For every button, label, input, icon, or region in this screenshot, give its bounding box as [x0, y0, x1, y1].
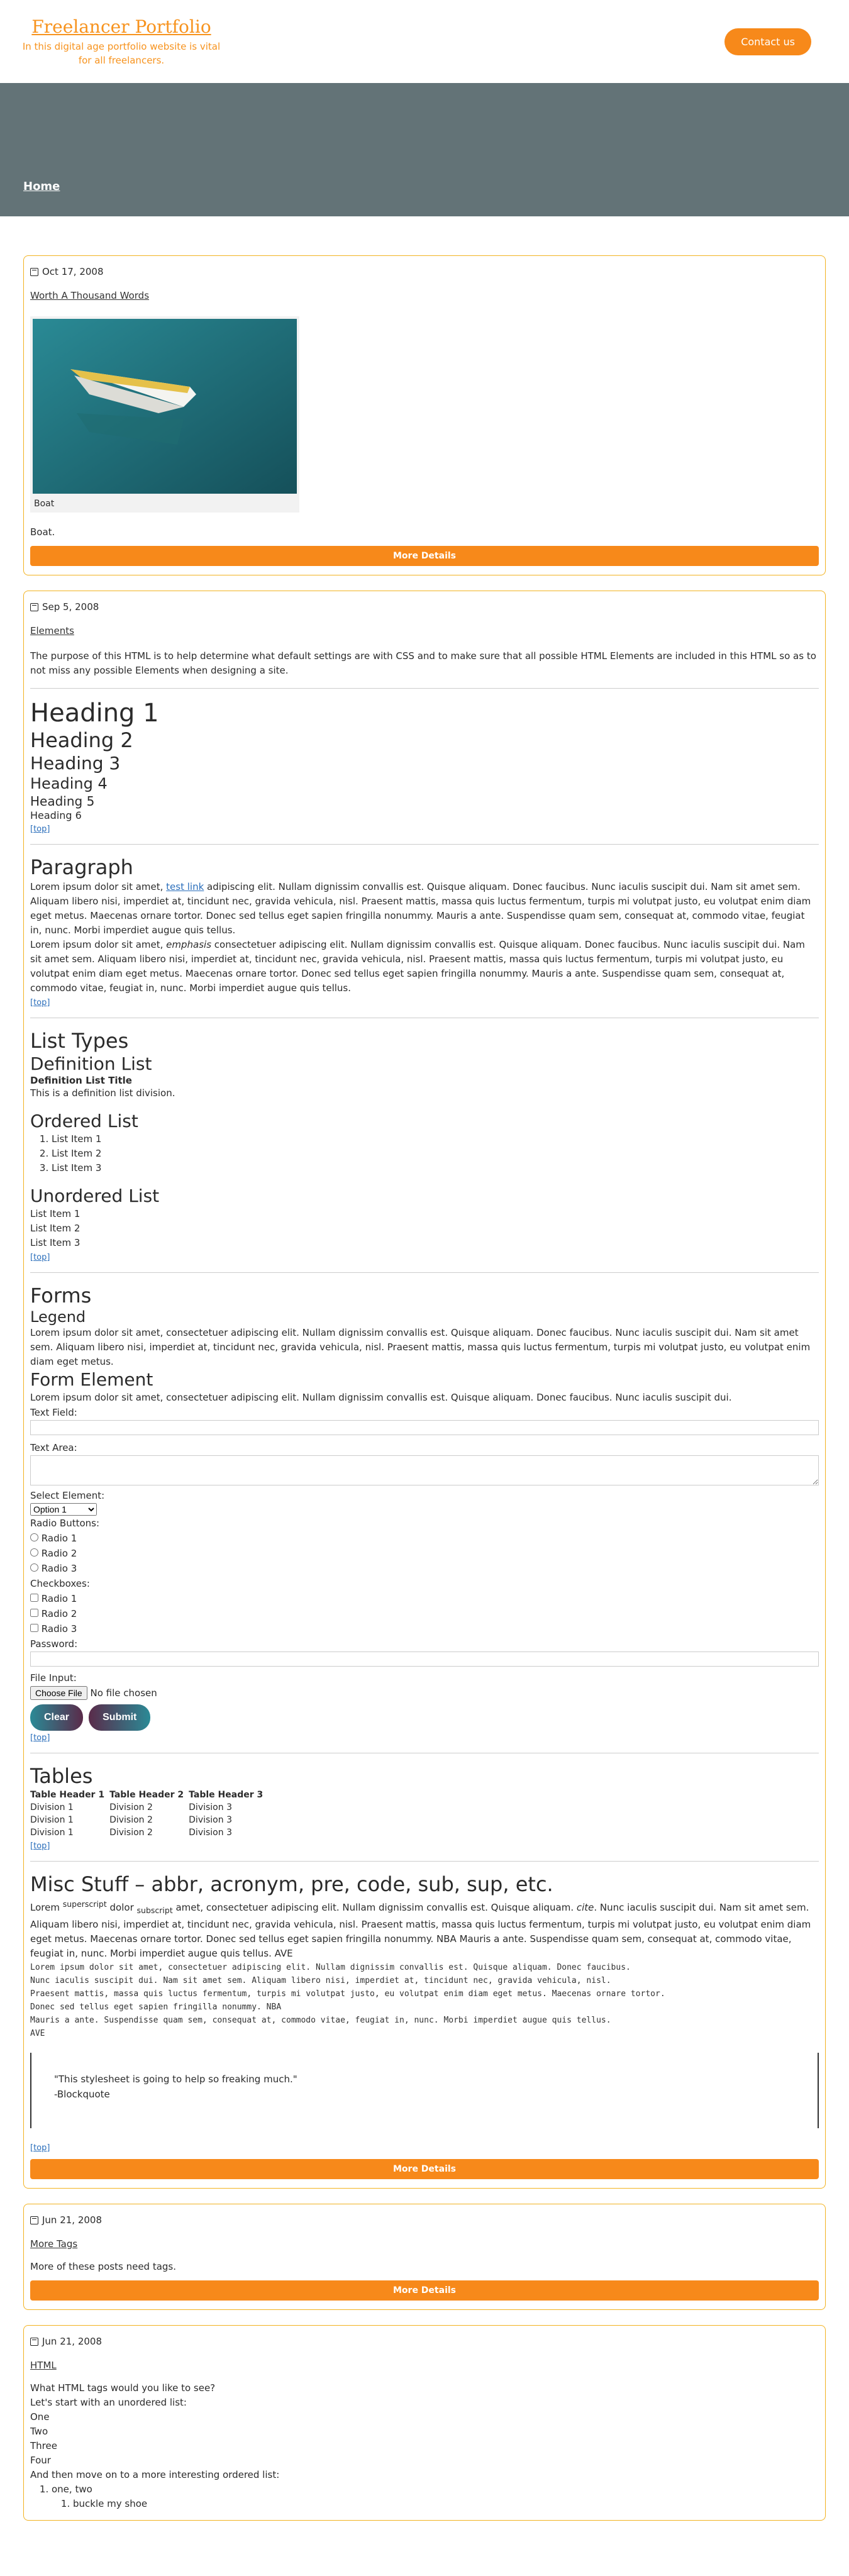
section-heading: Paragraph: [30, 855, 133, 879]
post-text: Boat.: [30, 526, 55, 538]
more-details-button[interactable]: More Details: [30, 2280, 819, 2301]
heading-4: Heading 4: [30, 775, 108, 792]
radio-label: Radio Buttons:: [30, 1518, 100, 1529]
top-link[interactable]: [top]: [30, 1253, 50, 1262]
post-date: Jun 21, 2008: [30, 2336, 819, 2347]
boat-image: [33, 319, 297, 494]
post-date: Jun 21, 2008: [30, 2214, 819, 2226]
sub-heading: Unordered List: [30, 1185, 160, 1206]
image-caption: Boat: [34, 499, 55, 509]
site-header: [0, 0, 849, 83]
sub-heading: Definition List: [30, 1053, 152, 1074]
post-date: Sep 5, 2008: [30, 601, 819, 613]
contact-button[interactable]: Contact us: [724, 28, 811, 55]
clear-button[interactable]: Clear: [30, 1704, 83, 1731]
ordered-list: [30, 1132, 819, 1175]
text-field-label: Text Field:: [30, 1407, 77, 1418]
ordered-list: [30, 2482, 819, 2511]
post-date: Oct 17, 2008: [30, 266, 819, 277]
post-card: [23, 255, 826, 575]
paragraph: Lorem ipsum dolor sit amet, test link adipiscing elit. Nullam dignissim convallis est. Quisque aliquam. Donec faucibus. Nunc iaculis suscipit dui. Nam sit amet sem. Aliquam libero nisi, imperdiet at, tincidunt nec, gravida vehicula, nisl. Praesent mattis, massa quis luctus fermentum, turpis mi volutpat justo, eu volutpat enim diam eget metus. Maecenas ornare tortor. Donec sed tellus eget sapien fringilla nonummy. Mauris a ante. Suspendisse quam sem, consequat at, commodo vitae, feugiat in, nunc. Morbi imperdiet augue quis tellus.: [30, 881, 811, 936]
list-item: List Item 1: [30, 1208, 80, 1219]
select-element[interactable]: [30, 1503, 97, 1516]
post-text: And then move on to a more interesting ordered list:: [30, 2469, 280, 2480]
paragraph: Lorem ipsum dolor sit amet, emphasis consectetuer adipiscing elit. Nullam dignissim convallis est. Quisque aliquam. Donec faucibus. Nunc iaculis suscipit dui. Nam sit amet sem. Aliquam libero nisi, imperdiet at, tincidunt nec, gravida vehicula, nisl. Praesent mattis, massa quis luctus fermentum, turpis mi volutpat justo, eu volutpat enim diam eget metus. Maecenas ornare tortor. Donec sed tellus eget sapien fringilla nonummy. Mauris a ante. Suspendisse quam sem, consequat at, commodo vitae, feugiat in, nunc. Morbi imperdiet augue quis tellus.: [30, 939, 805, 994]
list-item: Two: [30, 2426, 48, 2437]
list-item: 3. List Item 3: [52, 1161, 819, 1175]
section-heading: Forms: [30, 1284, 92, 1307]
blockquote: "This stylesheet is going to help so freaking much." -Blockquote: [30, 2053, 819, 2128]
select-label: Select Element:: [30, 1490, 105, 1501]
checkbox[interactable]: [30, 1609, 38, 1617]
section-heading: Misc Stuff – abbr, acronym, pre, code, sub, sup, etc.: [30, 1872, 553, 1896]
top-link[interactable]: [top]: [30, 1733, 50, 1743]
unordered-list: [30, 2410, 819, 2468]
radio-button[interactable]: [30, 1533, 38, 1541]
sub-heading: Form Element: [30, 1369, 153, 1390]
section-heading: Tables: [30, 1764, 93, 1788]
brand: [18, 16, 225, 67]
text-field[interactable]: [30, 1420, 819, 1435]
site-title-link[interactable]: Freelancer Portfolio: [31, 16, 211, 37]
more-details-button[interactable]: More Details: [30, 2159, 819, 2179]
list-item: 2. List Item 2: [52, 1146, 819, 1161]
legend-text: Lorem ipsum dolor sit amet, consectetuer adipiscing elit. Nullam dignissim convallis est. Quisque aliquam. Donec faucibus. Nunc iaculis suscipit dui. Nam sit amet sem. Aliquam libero nisi, imperdiet at, tincidunt nec, gravida vehicula, nisl. Praesent mattis, massa quis luctus fermentum, turpis mi volutpat justo, eu volutpat enim diam eget metus.: [30, 1327, 811, 1367]
list-item: One: [30, 2411, 50, 2423]
checkbox-label: Checkboxes:: [30, 1578, 90, 1589]
heading-6: Heading 6: [30, 809, 82, 821]
heading-2: Heading 2: [30, 728, 133, 752]
post-title-link[interactable]: Elements: [30, 625, 74, 636]
more-details-button[interactable]: More Details: [30, 546, 819, 566]
post-card: Sep 5, 2008 Elements The purpose of this HTML is to help determine what default settings are with CSS and to make sure that all possible HTML Elements are included in this HTML so as to not miss any possible Elements when designing a site. Heading 1 Heading 2 Heading 3 Heading 4 Heading 5 Heading 6 [top] Paragraph Lorem ipsum dolor sit amet, test link adipiscing elit. Nullam dignissim convallis est. Quisque aliquam. Donec faucibus. Nunc iaculis suscipit dui. Nam sit amet sem. Aliquam libero nisi, imperdiet at, tincidunt nec, gravida vehicula, nisl. Praesent mattis, massa quis luctus fermentum, turpis mi volutpat justo, eu volutpat enim diam eget metus. Maecenas ornare tortor. Donec sed tellus eget sapien fringilla nonummy. Mauris a ante. Suspendisse quam sem, consequat at, commodo vitae, feugiat in, nunc. Morbi imperdiet augue quis tellus. Lorem ipsum dolor sit amet, emphasis consectetuer adipiscing elit. Nullam dignissim convallis est. Quisque aliquam. Donec faucibus. Nunc iaculis suscipit dui. Nam sit amet sem. Aliquam libero nisi, imperdiet at, tincidunt nec, gravida vehicula, nisl. Praesent mattis, massa quis luctus fermentum, turpis mi volutpat justo, eu volutpat enim diam eget metus. Maecenas ornare tortor. Donec sed tellus eget sapien fringilla nonummy. Mauris a ante. Suspendisse quam sem, consequat at, commodo vitae, feugiat in, nunc. Morbi imperdiet augue quis tellus. [top] List Types Definition List Definition List Title This is a definition list division. Ordered List 1. List Item 1 2. List Item 2 3. List Item 3 Unordered List List Item 1 List Item 2 List Item 3 [top] Forms Legend Lorem ipsum dolor sit amet, consectetuer adipiscing elit. Nullam dignissim convallis est. Quisque aliquam. Donec faucibus. Nunc iaculis suscipit dui. Nam sit amet sem. Aliquam libero nisi, imperdiet at, tincidunt nec, gravida vehicula, nisl. Praesent mattis, massa quis luctus fermentum, turpis mi volutpat justo, eu volutpat enim diam eget metus. Form Element Lorem ipsum dolor sit amet, consectetuer adipiscing elit. Nullam dignissim convallis est. Quisque aliquam. Donec faucibus. Nunc iaculis suscipit dui. Text Field: Text Area: Select Element: Option 1 Radio Buttons: Radio 1 Radio 2 Radio 3 Checkboxes: Radio 1 Radio 2 Radio 3 Password: File Input: Choose File No file chosen Clear Submit [top] Tables Table Header 1 Table Header 2 Table Header 3 Division 1 Division 2 Division 3 Division 1 Division 2 Division 3 Division 1 Division 2 Division 3 [top] Misc Stuff – abbr, acronym, pre, code, sub, sup, etc. Lorem $^{superscript}$ dolor $_{subscript}$ amet, consectetuer adipiscing elit. Nullam dignissim convallis est. Quisque aliquam. cite. Nunc iaculis suscipit dui. Nam sit amet sem. Aliquam libero nisi, imperdiet at, tincidunt nec, gravida vehicula, nisl. Praesent mattis, massa quis luctus fermentum, turpis mi volutpat justo, eu volutpat enim diam eget metus. Maecenas ornare tortor. Donec sed tellus eget sapien fringilla nonummy. NBA Mauris a ante. Suspendisse quam sem, consequat at, commodo vitae, feugiat in, nunc. Morbi imperdiet augue quis tellus. AVE Lorem ipsum dolor sit amet, consectetuer adipiscing elit. Nullam dignissim convallis est. Quisque aliquam. Donec faucibus. Nunc iaculis suscipit dui. Nam sit amet sem. Aliquam libero nisi, imperdiet at, tincidunt nec, gravida vehicula, nisl. Praesent mattis, massa quis luctus fermentum, turpis mi volutpat justo, eu volutpat enim diam eget metus. Maecenas ornare tortor. Donec sed tellus eget sapien fringilla nonummy. NBA Mauris a ante. Suspendisse quam sem, consequat at, commodo vitae, feugiat in, nunc. Morbi imperdiet augue quis tellus. AVE "This stylesheet is going to help so freaking much." -Blockquote [top] More Details: [23, 591, 826, 2189]
top-link[interactable]: [top]: [30, 998, 50, 1008]
radio-button[interactable]: [30, 1548, 38, 1557]
heading-1: Heading 1: [30, 699, 159, 728]
password-field[interactable]: [30, 1652, 819, 1667]
list-item: 1. List Item 1: [52, 1132, 819, 1146]
post-text: Let's start with an unordered list:: [30, 2397, 187, 2408]
calendar-icon: [30, 2338, 38, 2346]
choose-file-button[interactable]: Choose File: [30, 1686, 87, 1700]
unordered-list: [30, 1207, 819, 1250]
post-card: [23, 2204, 826, 2310]
definition-title: Definition List Title: [30, 1075, 132, 1086]
misc-paragraph: Lorem $^{superscript}$ dolor $_{subscript}$ amet, consectetuer adipiscing elit. Nullam dignissim convallis est. Quisque aliquam. cite. Nunc iaculis suscipit dui. Nam sit amet sem. Aliquam libero nisi, imperdiet at, tincidunt nec, gravida vehicula, nisl. Praesent mattis, massa quis luctus fermentum, turpis mi volutpat justo, eu volutpat enim diam eget metus. Maecenas ornare tortor. Donec sed tellus eget sapien fringilla nonummy. NBA Mauris a ante. Suspendisse quam sem, consequat at, commodo vitae, feugiat in, nunc. Morbi imperdiet augue quis tellus. AVE: [30, 1899, 811, 1959]
post-card: [23, 2325, 826, 2521]
table-row: Division 1 Division 2 Division 3: [30, 1828, 232, 1838]
top-link[interactable]: [top]: [30, 1841, 50, 1851]
radio-button[interactable]: [30, 1563, 38, 1572]
intro-text: The purpose of this HTML is to help determine what default settings are with CSS and to make sure that all possible HTML Elements are included in this HTML so as to not miss any possible Elements when designing a site.: [30, 650, 816, 676]
data-table: Table Header 1 Table Header 2 Table Header 3 Division 1 Division 2 Division 3 Division 1 Division 2 Division 3 Division 1 Division 2 Division 3: [30, 1789, 268, 1839]
heading-3: Heading 3: [30, 753, 121, 774]
text-area-label: Text Area:: [30, 1442, 77, 1453]
hero-banner: [0, 83, 849, 216]
password-label: Password:: [30, 1638, 78, 1650]
legend: Legend: [30, 1308, 86, 1326]
text-area[interactable]: [30, 1455, 819, 1485]
top-link[interactable]: [top]: [30, 2143, 50, 2153]
home-link[interactable]: Home: [23, 180, 60, 193]
list-item: Three: [30, 2440, 57, 2451]
preformatted-text: Lorem ipsum dolor sit amet, consectetuer adipiscing elit. Nullam dignissim convallis est. Quisque aliquam. Donec faucibus. Nunc iaculis suscipit dui. Nam sit amet sem. Aliquam libero nisi, imperdiet at, tincidunt nec, gravida vehicula, nisl. Praesent mattis, massa quis luctus fermentum, turpis mi volutpat justo, eu volutpat enim diam eget metus. Maecenas ornare tortor. Donec sed tellus eget sapien fringilla nonummy. NBA Mauris a ante. Suspendisse quam sem, consequat at, commodo vitae, feugiat in, nunc. Morbi imperdiet augue quis tellus. AVE: [30, 1963, 665, 2038]
section-heading: List Types: [30, 1029, 129, 1053]
form-text: Lorem ipsum dolor sit amet, consectetuer adipiscing elit. Nullam dignissim convallis est. Quisque aliquam. Donec faucibus. Nunc iaculis suscipit dui.: [30, 1392, 732, 1403]
sub-heading: Ordered List: [30, 1111, 138, 1131]
site-tagline: In this digital age portfolio website is vital for all freelancers.: [22, 40, 221, 66]
list-item: 1. one, two 1. buckle my shoe: [52, 2482, 819, 2511]
post-title-link[interactable]: Worth A Thousand Words: [30, 290, 150, 301]
post-title-link[interactable]: HTML: [30, 2360, 57, 2371]
list-item: Four: [30, 2455, 51, 2466]
checkbox[interactable]: [30, 1624, 38, 1632]
post-image-figure: [30, 316, 299, 513]
calendar-icon: [30, 2216, 38, 2224]
submit-button[interactable]: Submit: [89, 1704, 150, 1731]
calendar-icon: [30, 603, 38, 611]
post-text: What HTML tags would you like to see?: [30, 2382, 216, 2394]
file-label: File Input:: [30, 1672, 77, 1684]
definition-text: This is a definition list division.: [30, 1087, 175, 1099]
post-title-link[interactable]: More Tags: [30, 2238, 78, 2250]
table-row: Division 1 Division 2 Division 3: [30, 1815, 232, 1825]
heading-5: Heading 5: [30, 794, 95, 809]
list-item: List Item 3: [30, 1237, 80, 1248]
checkbox[interactable]: [30, 1594, 38, 1602]
list-item: 1. buckle my shoe: [73, 2497, 819, 2511]
top-link[interactable]: [top]: [30, 824, 50, 834]
test-link[interactable]: test link: [166, 881, 204, 892]
list-item: List Item 2: [30, 1223, 80, 1234]
post-text: More of these posts need tags.: [30, 2261, 177, 2272]
calendar-icon: [30, 268, 38, 276]
table-row: Division 1 Division 2 Division 3: [30, 1802, 232, 1813]
